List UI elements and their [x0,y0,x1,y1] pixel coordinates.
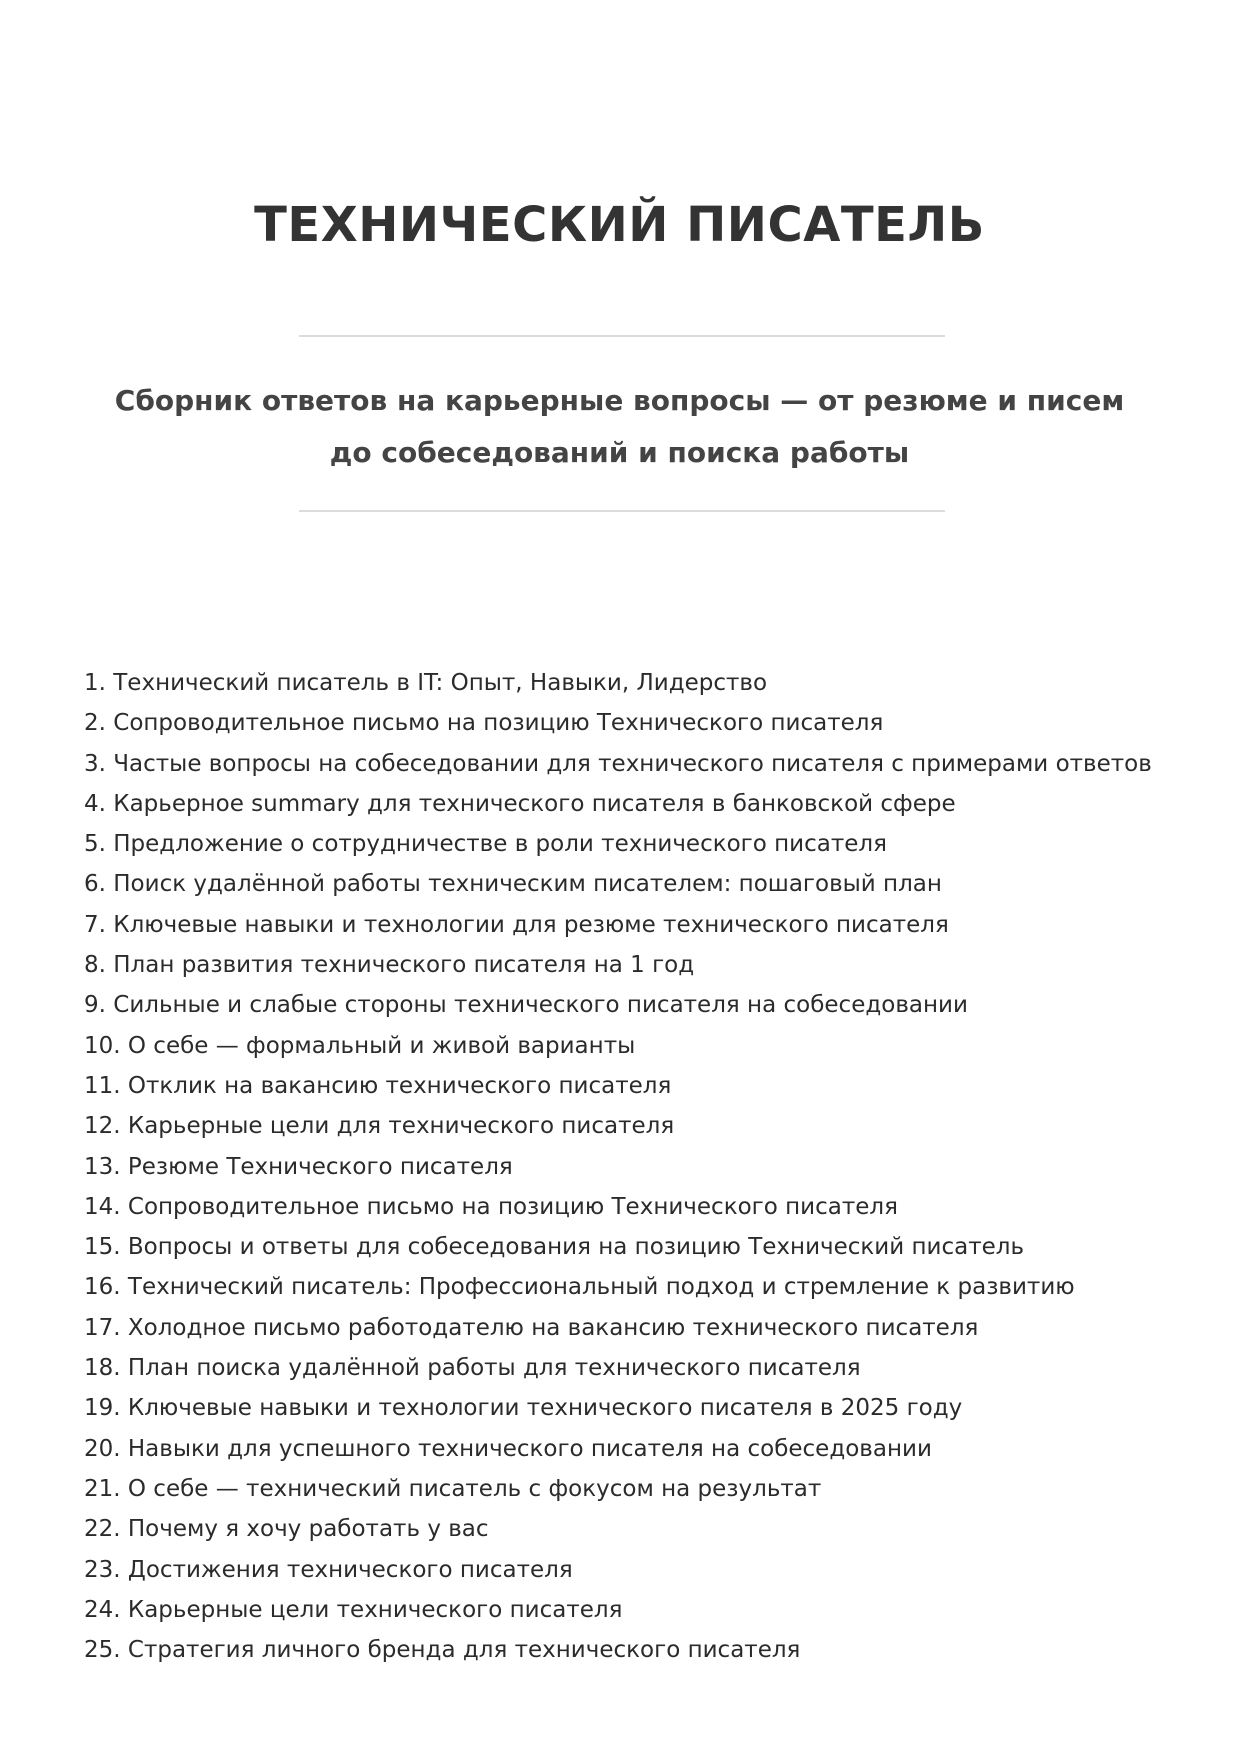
divider-bottom [299,510,945,512]
toc-item: 6. Поиск удалённой работы техническим писателем: пошаговый план [84,871,942,898]
divider-top [299,335,945,337]
toc-item: 12. Карьерные цели для технического писателя [84,1113,675,1140]
toc-item: 19. Ключевые навыки и технологии технического писателя в 2025 году [84,1395,963,1422]
toc-item: 7. Ключевые навыки и технологии для резюме технического писателя [84,911,949,938]
page-title: ТЕХНИЧЕСКИЙ ПИСАТЕЛЬ [254,197,985,253]
toc-item: 9. Сильные и слабые стороны технического писателя на собеседовании [84,992,968,1019]
toc-item: 10. О себе — формальный и живой варианты [84,1032,636,1059]
table-of-contents [84,663,1164,1670]
toc-item: 20. Навыки для успешного технического писателя на собеседовании [84,1435,932,1462]
toc-item: 2. Сопроводительное письмо на позицию Технического писателя [84,710,884,737]
toc-item: 22. Почему я хочу работать у вас [84,1516,489,1543]
toc-item: 1. Технический писатель в IT: Опыт, Навыки, Лидерство [84,670,768,696]
page-subtitle: Сборник ответов на карьерные вопросы — от резюме и писем до собеседований и поиска работы [114,384,1125,469]
toc-item: 13. Резюме Технического писателя [84,1153,513,1180]
toc-item: 8. План развития технического писателя на 1 год [84,952,695,979]
toc-item: 11. Отклик на вакансию технического писателя [84,1072,672,1099]
toc-item: 14. Сопроводительное письмо на позицию Технического писателя [84,1193,898,1220]
toc-item: 16. Технический писатель: Профессиональный подход и стремление к развитию [84,1274,1075,1301]
toc-item: 17. Холодное письмо работодателю на вакансию технического писателя [84,1314,979,1341]
toc-item: 23. Достижения технического писателя [84,1556,573,1583]
toc-item: 5. Предложение о сотрудничестве в роли технического писателя [84,831,887,858]
toc-item: 24. Карьерные цели технического писателя [84,1596,623,1623]
toc-item: 25. Стратегия личного бренда для технического писателя [84,1637,801,1664]
toc-item: 15. Вопросы и ответы для собеседования на позицию Технический писатель [84,1234,1025,1261]
toc-item: 18. План поиска удалённой работы для технического писателя [84,1355,861,1382]
toc-item: 21. О себе — технический писатель с фокусом на результат [84,1475,822,1502]
toc-item: 3. Частые вопросы на собеседовании для технического писателя с примерами ответов [84,750,1152,777]
toc-item: 4. Карьерное summary для технического писателя в банковской сфере [84,790,956,817]
